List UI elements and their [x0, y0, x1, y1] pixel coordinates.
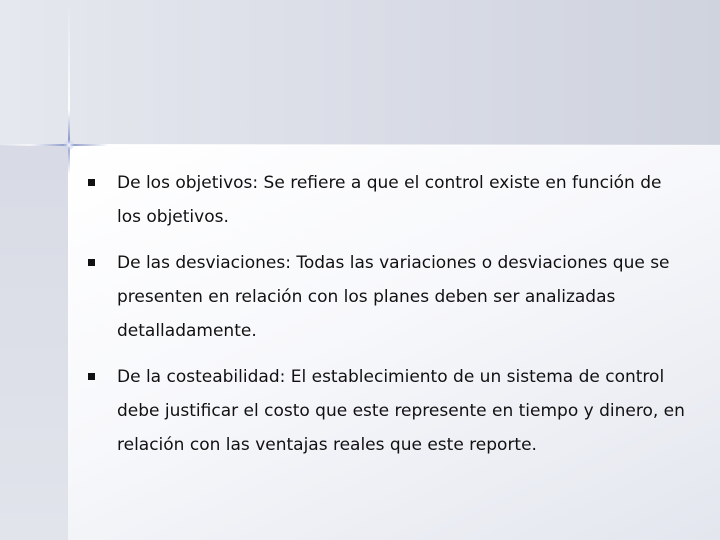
bullet-text: De los objetivos: Se refiere a que el control existe en función de los objetivos. — [117, 173, 662, 227]
bullet-text: De la costeabilidad: El establecimiento de un sistema de control debe justificar el costo que este represente en tiempo y dinero, en relación con las ventajas reales que este reporte. — [117, 367, 685, 455]
flare-horizontal-line — [0, 144, 720, 146]
top-band — [0, 0, 720, 145]
bullet-list — [88, 166, 688, 474]
bullet-text: De las desviaciones: Todas las variaciones o desviaciones que se presenten en relación con los planes deben ser analizadas detalladamente. — [117, 253, 670, 341]
bullet-item-desviaciones — [88, 246, 688, 348]
square-bullet-icon — [88, 373, 95, 380]
square-bullet-icon — [88, 179, 95, 186]
light-flare-core — [64, 140, 74, 150]
square-bullet-icon — [88, 259, 95, 266]
bullet-item-costeabilidad — [88, 360, 688, 462]
flare-vertical-line — [68, 0, 70, 540]
bullet-item-objetivos — [88, 166, 688, 234]
